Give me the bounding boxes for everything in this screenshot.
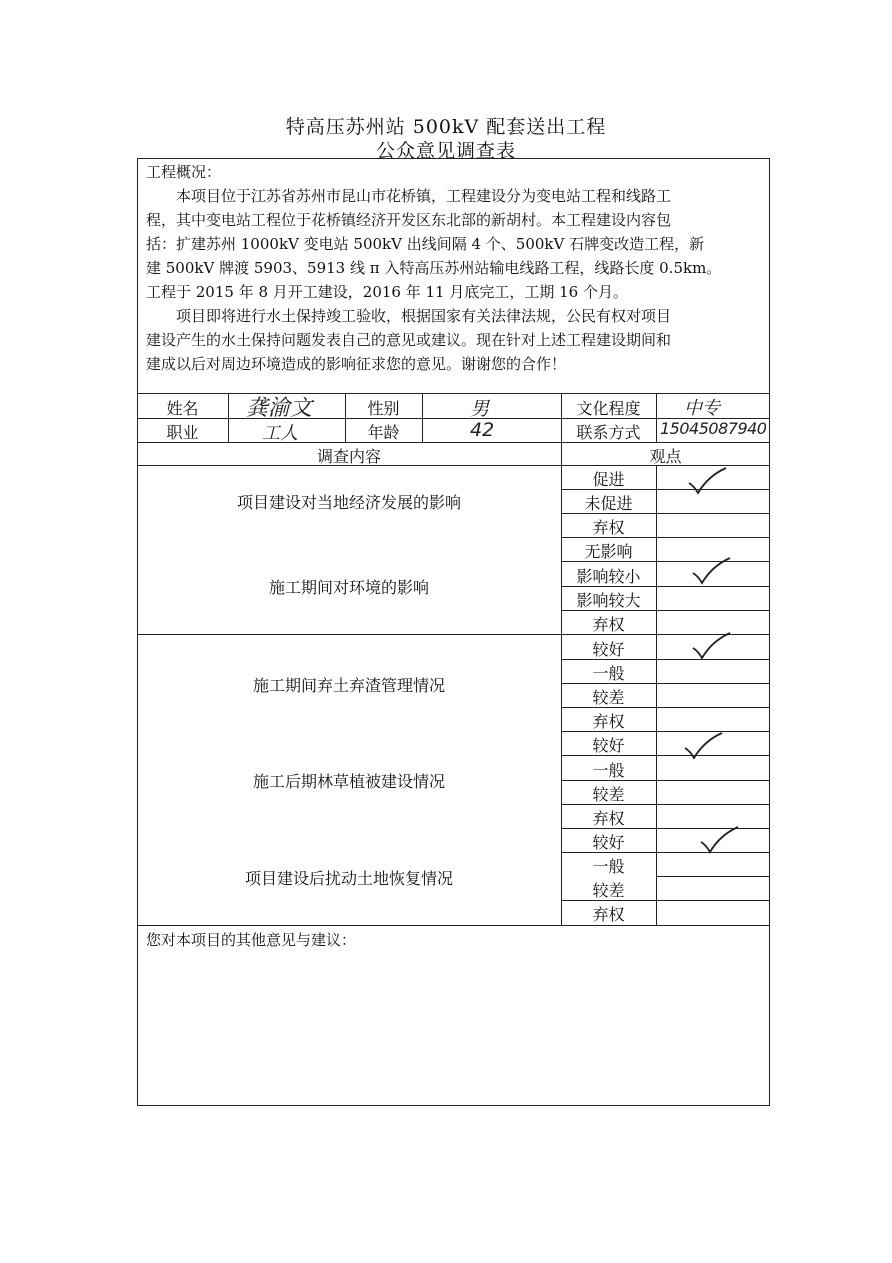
option-label: 较好 (592, 736, 625, 755)
overview-line: 建成以后对周边环境造成的影响征求您的意见。谢谢您的合作！ (146, 355, 567, 373)
option-label: 较好 (592, 640, 625, 659)
option-label: 未促进 (584, 494, 633, 513)
document-title: 特高压苏州站 500kV 配套送出工程 (285, 116, 607, 138)
job-label: 职业 (166, 423, 199, 442)
option-label: 一般 (592, 664, 625, 683)
content-header: 调查内容 (316, 447, 381, 466)
age-label: 年龄 (367, 423, 400, 442)
gender-label: 性别 (367, 399, 400, 418)
table-rule (137, 442, 770, 443)
checkmark-icon (698, 825, 740, 855)
question-text: 施工后期林草植被建设情况 (252, 772, 445, 791)
option-label: 较差 (592, 785, 625, 804)
education-label: 文化程度 (576, 399, 641, 418)
education-value: 中专 (684, 398, 720, 419)
overview-line: 建 500kV 牌渡 5903、5913 线 π 入特高压苏州站输电线路工程，线路长度 0.5km。 (146, 259, 722, 277)
name-label: 姓名 (166, 399, 199, 418)
opinion-header: 观点 (649, 447, 682, 466)
option-label: 较好 (592, 833, 625, 852)
group-rule (137, 925, 770, 926)
group-rule (137, 634, 561, 635)
option-label: 较差 (592, 688, 625, 707)
checkmark-icon (686, 466, 728, 496)
overview-heading: 工程概况： (146, 163, 222, 181)
table-rule (137, 393, 770, 394)
checkmark-icon (690, 556, 732, 586)
contact-label: 联系方式 (576, 423, 641, 442)
overview-line: 程，其中变电站工程位于花桥镇经济开发区东北部的新胡村。本工程建设内容包 (146, 211, 672, 229)
table-rule (228, 393, 229, 442)
overview-line: 括：扩建苏州 1000kV 变电站 500kV 出线间隔 4 个、500kV 石牌变改造工程，新 (146, 235, 705, 253)
option-label: 促进 (592, 470, 625, 489)
option-label: 影响较小 (576, 567, 641, 586)
option-label: 一般 (592, 761, 625, 780)
checkmark-icon (690, 631, 732, 661)
age-value: 42 (470, 419, 495, 441)
question-text: 项目建设后扰动土地恢复情况 (244, 869, 453, 888)
job-value: 工人 (262, 423, 298, 444)
option-label: 较差 (592, 881, 625, 900)
overview-line: 项目即将进行水土保持竣工验收，根据国家有关法律法规，公民有权对项目 (176, 307, 672, 325)
name-value: 龚渝文 (246, 396, 313, 421)
option-label: 弃权 (592, 809, 625, 828)
option-label: 弃权 (592, 712, 625, 731)
option-label: 弃权 (592, 615, 625, 634)
checkmark-icon (682, 731, 724, 761)
option-label: 弃权 (592, 518, 625, 537)
option-label: 无影响 (584, 542, 633, 561)
option-label: 影响较大 (576, 591, 641, 610)
overview-line: 建设产生的水土保持问题发表自己的意见或建议。现在针对上述工程建设期间和 (146, 331, 672, 349)
document-subtitle: 公众意见调查表 (375, 140, 516, 162)
table-rule (656, 393, 657, 442)
table-rule (422, 393, 423, 442)
question-text: 施工期间对环境的影响 (268, 578, 429, 597)
contact-value: 15045087940 (660, 419, 767, 438)
option-label: 一般 (592, 857, 625, 876)
question-text: 施工期间弃土弃渣管理情况 (252, 676, 445, 695)
overview-line: 本项目位于江苏省苏州市昆山市花桥镇，工程建设分为变电站工程和线路工 (176, 187, 672, 205)
option-rule (656, 876, 770, 877)
gender-value: 男 (470, 398, 490, 420)
overview-line: 工程于 2015 年 8 月开工建设，2016 年 11 月底完工，工期 16 个月。 (146, 283, 628, 301)
table-rule (656, 465, 657, 925)
other-comments-label: 您对本项目的其他意见与建议： (146, 931, 357, 949)
option-label: 弃权 (592, 905, 625, 924)
question-text: 项目建设对当地经济发展的影响 (236, 493, 461, 512)
